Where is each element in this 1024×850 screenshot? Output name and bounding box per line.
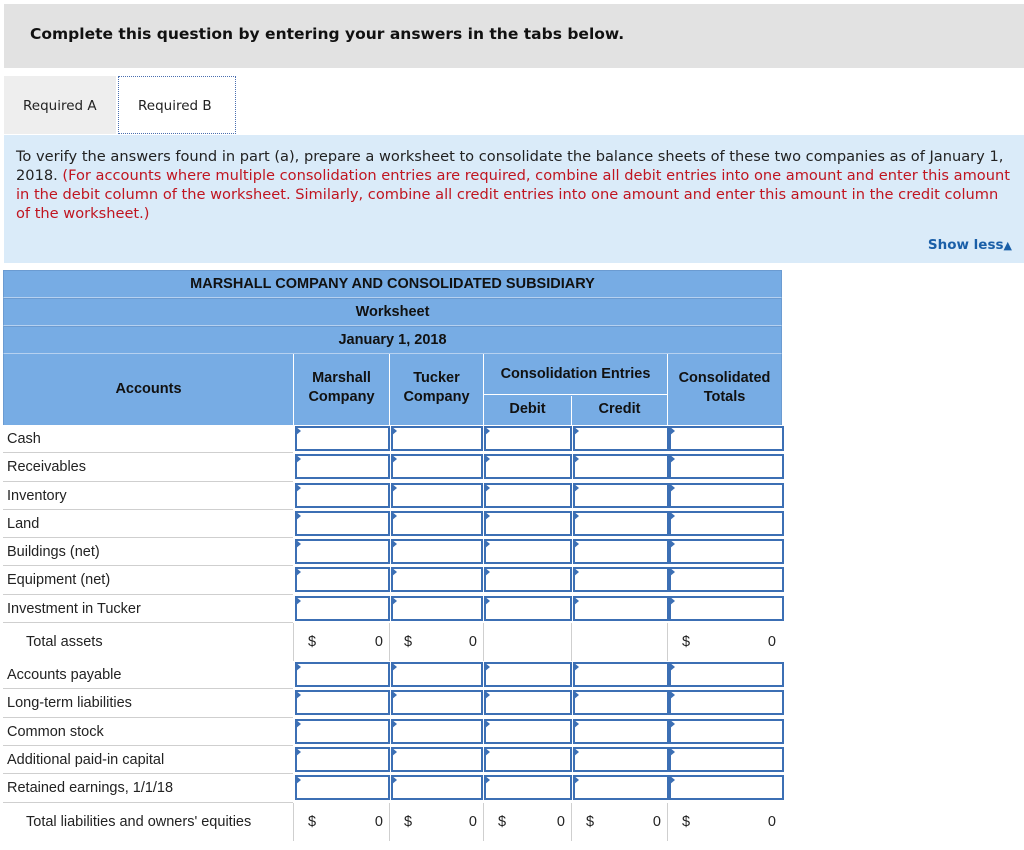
- accounts-header: Accounts: [4, 354, 294, 425]
- credit-input[interactable]: [573, 775, 669, 800]
- tucker-input[interactable]: [391, 454, 483, 479]
- consolidated-input[interactable]: [669, 719, 784, 744]
- credit-input[interactable]: [573, 483, 669, 508]
- total-liab-debit: [483, 803, 571, 841]
- tucker-header: Tucker Company: [390, 354, 484, 425]
- total-assets-credit: [571, 623, 667, 661]
- asset-rows: [3, 425, 782, 623]
- total-liab-marshall: [293, 803, 389, 841]
- consolidated-input[interactable]: [669, 483, 784, 508]
- credit-input[interactable]: [573, 426, 669, 451]
- table-row: [3, 718, 782, 746]
- marshall-input[interactable]: [295, 662, 390, 687]
- marshall-input[interactable]: [295, 483, 390, 508]
- total-liab-credit: [571, 803, 667, 841]
- account-label: Inventory: [3, 482, 293, 510]
- column-headers: [3, 354, 782, 425]
- marshall-input[interactable]: [295, 511, 390, 536]
- credit-input[interactable]: [573, 511, 669, 536]
- tucker-input[interactable]: [391, 539, 483, 564]
- consolidated-input[interactable]: [669, 775, 784, 800]
- total-assets-tucker-value: 0: [468, 634, 477, 651]
- consolidated-input[interactable]: [669, 690, 784, 715]
- table-row: [3, 538, 782, 566]
- worksheet-subtitle: Worksheet: [3, 298, 782, 326]
- debit-input[interactable]: [484, 511, 572, 536]
- total-assets-tucker: [389, 623, 483, 661]
- tab-required-b[interactable]: [118, 76, 236, 134]
- debit-input[interactable]: [484, 690, 572, 715]
- account-label: Accounts payable: [3, 661, 293, 689]
- total-assets-debit: [483, 623, 571, 661]
- credit-input[interactable]: [573, 539, 669, 564]
- currency-symbol: $: [682, 813, 691, 830]
- total-liab-debit-value: 0: [556, 813, 565, 830]
- tab-required-a-label: Required A: [23, 98, 97, 114]
- debit-input[interactable]: [484, 719, 572, 744]
- tab-required-a[interactable]: [4, 76, 116, 134]
- table-row: [3, 689, 782, 717]
- debit-input[interactable]: [484, 662, 572, 687]
- tucker-input[interactable]: [391, 775, 483, 800]
- table-row: [3, 453, 782, 481]
- marshall-input[interactable]: [295, 596, 390, 621]
- account-label: Land: [3, 510, 293, 538]
- liability-rows: [3, 661, 782, 802]
- worksheet-date: January 1, 2018: [3, 326, 782, 354]
- consolidated-input[interactable]: [669, 662, 784, 687]
- credit-header: Credit: [572, 396, 668, 425]
- account-label: Investment in Tucker: [3, 595, 293, 623]
- table-row: [3, 566, 782, 594]
- total-liab-tucker: [389, 803, 483, 841]
- total-liabilities-row: [3, 803, 782, 841]
- marshall-header: Marshall Company: [294, 354, 390, 425]
- show-less-label: Show less: [927, 237, 1004, 253]
- tab-required-b-label: Required B: [138, 98, 212, 114]
- currency-symbol: $: [586, 813, 595, 830]
- total-assets-row: [3, 623, 782, 661]
- debit-input[interactable]: [484, 454, 572, 479]
- consolidated-input[interactable]: [669, 596, 784, 621]
- table-row: [3, 661, 782, 689]
- credit-input[interactable]: [573, 662, 669, 687]
- total-liab-tucker-value: 0: [468, 813, 477, 830]
- instructions-panel: [4, 135, 1024, 263]
- consolidated-input[interactable]: [669, 567, 784, 592]
- table-row: [3, 595, 782, 623]
- total-assets-marshall-value: 0: [374, 634, 383, 651]
- marshall-input[interactable]: [295, 567, 390, 592]
- banner-text: Complete this question by entering your answers in the tabs below.: [30, 25, 625, 43]
- tucker-input[interactable]: [391, 426, 483, 451]
- table-row: [3, 746, 782, 774]
- tucker-input[interactable]: [391, 511, 483, 536]
- total-liab-consolidated: [667, 803, 782, 841]
- debit-input[interactable]: [484, 747, 572, 772]
- debit-input[interactable]: [484, 483, 572, 508]
- consolidated-input[interactable]: [669, 454, 784, 479]
- debit-input[interactable]: [484, 775, 572, 800]
- marshall-input[interactable]: [295, 690, 390, 715]
- marshall-input[interactable]: [295, 539, 390, 564]
- tucker-input[interactable]: [391, 719, 483, 744]
- worksheet-table: [3, 270, 782, 841]
- collapse-triangle-icon: ▲: [1003, 239, 1012, 252]
- consolidated-input[interactable]: [669, 511, 784, 536]
- marshall-input[interactable]: [295, 454, 390, 479]
- tucker-input[interactable]: [391, 662, 483, 687]
- tucker-input[interactable]: [391, 690, 483, 715]
- tucker-input[interactable]: [391, 483, 483, 508]
- table-row: [3, 510, 782, 538]
- debit-input[interactable]: [484, 567, 572, 592]
- marshall-input[interactable]: [295, 426, 390, 451]
- instructions-note: (For accounts where multiple consolidation entries are required, combine all debit entries into one amount and enter this amount in the debit column of the worksheet. Similarly, combine all credit entries into one amount and enter this amount in the credit column of the worksheet.): [16, 167, 1010, 222]
- credit-input[interactable]: [573, 567, 669, 592]
- instruction-banner: [4, 4, 1024, 68]
- currency-symbol: $: [308, 813, 317, 830]
- account-label: Retained earnings, 1/1/18: [3, 774, 293, 802]
- total-assets-label: Total assets: [26, 634, 103, 651]
- total-assets-marshall: [293, 623, 389, 661]
- currency-symbol: $: [404, 634, 413, 651]
- instructions-text: To verify the answers found in part (a), prepare a worksheet to consolidate the balance sheets of these two companies as of January 1, 2018.: [16, 148, 1004, 184]
- consolidated-input[interactable]: [669, 539, 784, 564]
- currency-symbol: $: [404, 813, 413, 830]
- account-label: Receivables: [3, 453, 293, 481]
- consolidation-entries-header: Consolidation Entries: [484, 354, 668, 425]
- tucker-input[interactable]: [391, 596, 483, 621]
- total-assets-consolidated: [667, 623, 782, 661]
- currency-symbol: $: [308, 634, 317, 651]
- credit-input[interactable]: [573, 690, 669, 715]
- currency-symbol: $: [682, 634, 691, 651]
- table-row: [3, 482, 782, 510]
- debit-input[interactable]: [484, 596, 572, 621]
- credit-input[interactable]: [573, 719, 669, 744]
- total-liabilities-label: Total liabilities and owners' equities: [26, 813, 252, 830]
- account-label: Cash: [3, 425, 293, 453]
- table-row: [3, 774, 782, 802]
- credit-input[interactable]: [573, 747, 669, 772]
- consolidation-divider: [484, 394, 668, 395]
- credit-input[interactable]: [573, 454, 669, 479]
- marshall-input[interactable]: [295, 747, 390, 772]
- tucker-input[interactable]: [391, 567, 483, 592]
- show-less-link[interactable]: [928, 236, 1012, 255]
- account-label: Additional paid-in capital: [3, 746, 293, 774]
- account-label: Common stock: [3, 718, 293, 746]
- account-label: Long-term liabilities: [3, 689, 293, 717]
- debit-input[interactable]: [484, 539, 572, 564]
- total-liab-credit-value: 0: [652, 813, 661, 830]
- total-liab-marshall-value: 0: [374, 813, 383, 830]
- tucker-input[interactable]: [391, 747, 483, 772]
- account-label: Equipment (net): [3, 566, 293, 594]
- currency-symbol: $: [498, 813, 507, 830]
- consolidated-input[interactable]: [669, 747, 784, 772]
- total-assets-consolidated-value: 0: [767, 634, 776, 651]
- account-label: Buildings (net): [3, 538, 293, 566]
- consolidated-totals-header: Consolidated Totals: [678, 370, 771, 405]
- credit-input[interactable]: [573, 596, 669, 621]
- total-liab-consolidated-value: 0: [767, 813, 776, 830]
- consolidated-input[interactable]: [669, 426, 784, 451]
- debit-header: Debit: [484, 396, 572, 425]
- marshall-input[interactable]: [295, 719, 390, 744]
- debit-input[interactable]: [484, 426, 572, 451]
- table-row: [3, 425, 782, 453]
- worksheet-title: MARSHALL COMPANY AND CONSOLIDATED SUBSIDIARY: [3, 270, 782, 298]
- marshall-input[interactable]: [295, 775, 390, 800]
